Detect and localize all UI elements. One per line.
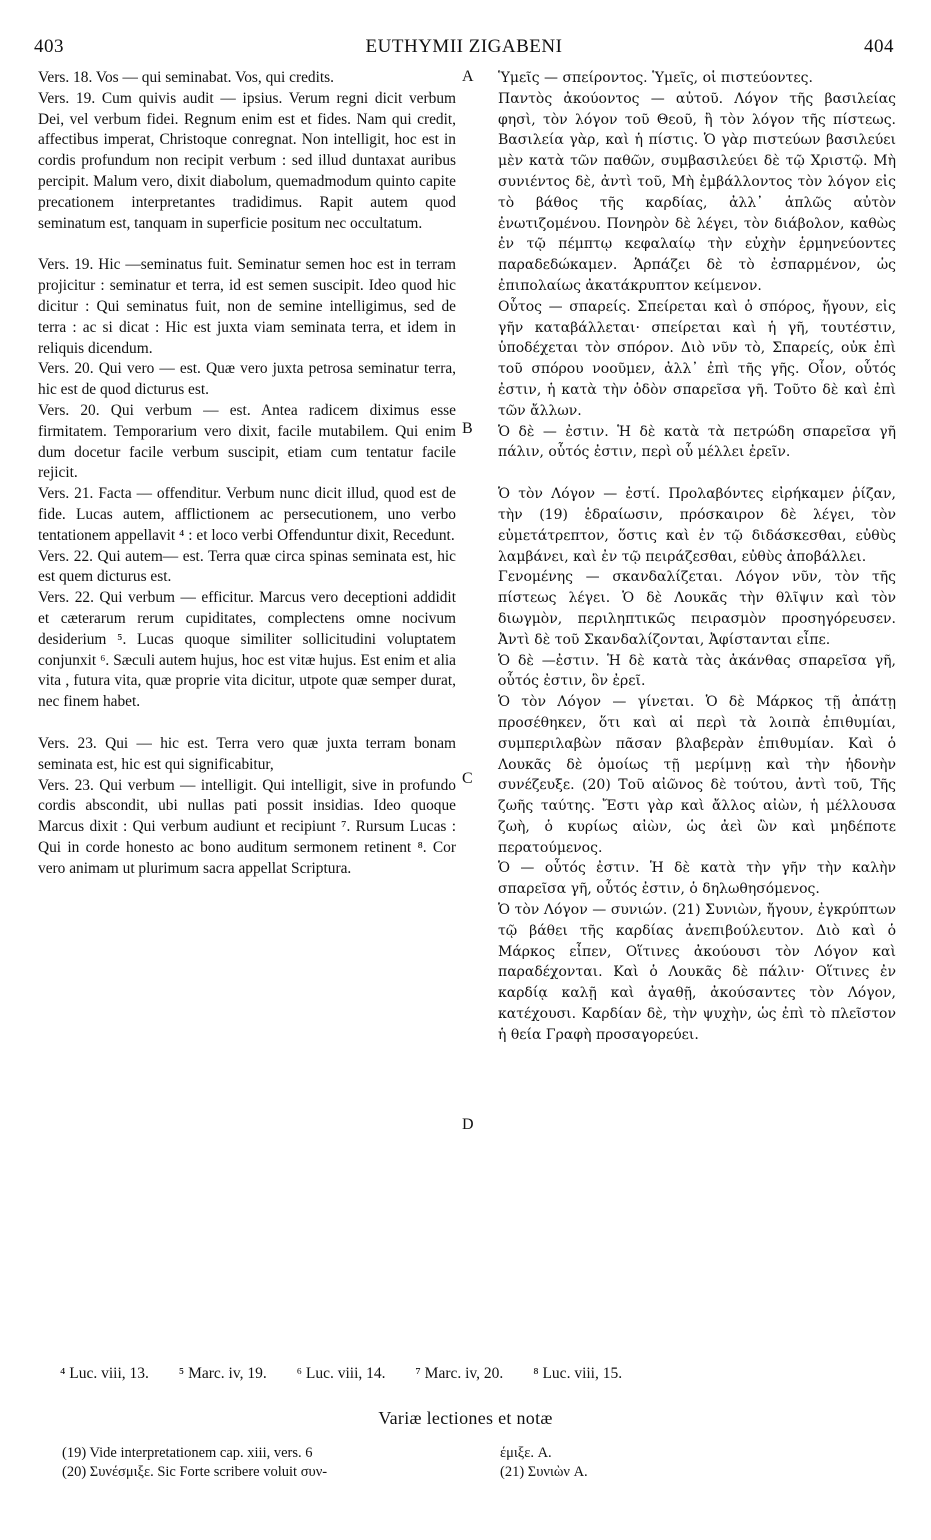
footnote: ⁶ Luc. viii, 14.: [296, 1365, 386, 1382]
greek-column: [498, 68, 896, 1046]
variant-note: (21) Συνιὼν A.: [500, 1464, 588, 1480]
footnote: ⁵ Marc. iv, 19.: [178, 1365, 267, 1382]
greek-paragraph: Ὁ τὸν Λόγον — ἐστί. Προλαβόντες εἰρήκαμεν ῥίζαν, τὴν (19) ἑδραίωσιν, πρόσκαιρον δὲ λέγει, τὸν εὐμετάτρεπτον, ὅστις καὶ ἐν τῷ διδάσκεσθαι, εὐθὺς λαμβάνει, καὶ ἐν τῷ πειράζεσθαι, εὐθὺς ἀποβάλλει.: [498, 486, 896, 565]
footnote: ⁴ Luc. viii, 13.: [60, 1365, 149, 1382]
running-title: EUTHYMII ZIGABENI: [365, 36, 563, 57]
margin-mark-c: C: [462, 770, 473, 787]
margin-mark-a: A: [462, 68, 474, 85]
latin-paragraph: Vers. 18. Vos — qui seminabat. Vos, qui credits.: [38, 69, 334, 86]
greek-paragraph: Ὁ τὸν Λόγον — γίνεται. Ὁ δὲ Μάρκος τῇ ἀπάτῃ προσέθηκεν, ὅτι καὶ αἱ περὶ τὰ λοιπὰ ἐπιθυμίαι, συμπεριλαβὼν πᾶσαν βλαβερὰν ἐπιθυμίαν. Καὶ ὁ Λουκᾶς δὲ ὁμοίως τῇ μερίμνῃ καὶ τὴν ἡδονὴν συνέζευξε. (20) Τοῦ αἰῶνος δὲ τούτου, ἀντὶ τοῦ, Τῆς ζωῆς ταύτης. Ἔστι γὰρ καὶ ἄλλος αἰὼν, ἡ μέλλουσα ζωὴ, ὁ κυρίως αἰὼν, ὡς ἀεὶ ὢν καὶ μηδέποτε περατούμενος.: [498, 694, 896, 856]
footnotes: [60, 1365, 900, 1383]
page-number-left: 403: [34, 36, 64, 57]
greek-paragraph: Ὁ — οὗτός ἐστιν. Ἡ δὲ κατὰ τὴν γῆν τὴν καλὴν σπαρεῖσα γῆ, οὗτός ἐστιν, ὁ δηλωθησόμενος.: [498, 860, 896, 898]
margin-mark-d: D: [462, 1116, 474, 1133]
variant-note: έμιξε. A.: [500, 1445, 552, 1461]
greek-paragraph: Γενομένης — σκανδαλίζεται. Λόγον νῦν, τὸν τῆς πίστεως λέγει. Ὁ δὲ Λουκᾶς τὴν θλῖψιν καὶ τὸν διωγμὸν, περιληπτικῶς πειρασμὸν προσηγόρευσεν. Ἀντὶ δὲ τοῦ Σκανδαλίζονται, Ἀφίστανται εἶπε.: [498, 569, 896, 648]
greek-paragraph: Ὁ δὲ —ἐστιν. Ἡ δὲ κατὰ τὰς ἀκάνθας σπαρεῖσα γῆ, οὗτός ἐστιν, ὃν ἐρεῖ.: [498, 652, 896, 690]
latin-paragraph: Vers. 19. Cum quivis audit — ipsius. Verum regni dicit verbum Dei, vel verbum fidei. Regnum enim est et fides. Nam qui credit, affectibus imperat, Christoque conregnat. Non intelligit, hoc est in cordis profundum non recipit verbum : sed illud duntaxat auribus percipit. Malum vero, dixit diabolum, quemadmodum quinto capite precationem interpretantes tradidimus. Rapit autem quod seminatum est, tanquam in superficie positum nec occultatum.: [38, 89, 456, 232]
page-header: [34, 36, 894, 60]
greek-paragraph: Παντὸς ἀκούοντος — αὐτοῦ. Λόγον τῆς βασιλείας φησὶ, τὸν λόγον τοῦ Θεοῦ, ἢ τὸν λόγον τῆς πίστεως. Βασιλεία γὰρ, καὶ ἡ πίστις. Ὁ γὰρ πιστεύων βασιλεύει μὲν κατὰ τῶν παθῶν, συμβασιλεύει δὲ τῷ Χριστῷ. Μὴ συνιέντος δὲ, ἀντὶ τοῦ, Μὴ ἐμβάλλοντος τὸν λόγον εἰς τὸ βάθος τῆς καρδίας, ἀλλ᾽ ἁπλῶς αὐτὸν ἐνωτιζομένου. Πονηρὸν δὲ λέγει, τὸν διάβολον, καθὼς ἐν τῷ πέμπτῳ κεφαλαίῳ τὴν εὐχὴν ἑρμηνεύοντες παραδεδώκαμεν. Ἁρπάζει δὲ τὸ ἐσπαρμένον, ὡς ἐπιπολαίως ἀκατάκρυπτον κείμενον.: [498, 90, 896, 294]
latin-paragraph: Vers. 21. Facta — offenditur. Verbum nunc dicit illud, quod est de fide. Lucas autem, afflictionem ac persecutionem, uno verbo tentationem appellavit ⁴ : et loco verbi Offenduntur dixit, Recedunt.: [38, 485, 456, 544]
variant-note: (20) Συνέσμιξε. Sic Forte scribere voluit συν-: [62, 1464, 328, 1480]
variant-note: (19) Vide interpretationem cap. xiii, vers. 6: [62, 1445, 313, 1461]
margin-mark-b: B: [462, 420, 473, 437]
latin-paragraph: Vers. 23. Qui verbum — intelligit. Qui intelligit, sive in profundo cordis abscondit, ubi nullas pati possit insidias. Ideo quoque Marcus dixit : Qui verbum audiunt et recipiunt ⁷. Rursum Lucas : Qui in corde honesto ac bono auditum sermonem retinent ⁸. Cor vero animam ut plurimum sacra appellat Scriptura.: [38, 776, 456, 877]
latin-paragraph: Vers. 22. Qui verbum — efficitur. Marcus vero deceptioni addidit et cæterarum rerum cupiditates, complectens omne nocivum desiderium ⁵. Lucas quoque similiter sollicitudini voluptatem conjunxit ⁶. Sæculi autem hujus, hoc est vitæ hujus. Est enim et alia vita , futura vita, quæ proprie vita dicitur, utpote quæ semper durat, nec finem habet.: [38, 589, 456, 711]
latin-paragraph: Vers. 19. Hic —seminatus fuit. Seminatur semen hoc est in terram projicitur : seminatur et terra, id est semen suscipit. Ideo quod hic dicitur : Qui seminatus fuit, non de semine intelligimus, sed de terra : ac si dicat : Hic est juxta viam seminata terra, et idem in reliquis dicendum.: [38, 256, 456, 357]
greek-paragraph: Ὑμεῖς — σπείροντος. Ὑμεῖς, οἱ πιστεύοντες.: [498, 70, 813, 86]
latin-paragraph: Vers. 23. Qui — hic est. Terra vero quæ juxta terram bonam seminata est, hic est qui significabitur,: [38, 734, 456, 773]
footnote: ⁷ Marc. iv, 20.: [415, 1365, 504, 1382]
greek-paragraph: Ὁ τὸν Λόγον — συνιών. (21) Συνιὼν, ἤγουν, ἐγκρύπτων τῷ βάθει τῆς καρδίας ἀνεπιβούλευτον. Διὸ καὶ ὁ Μάρκος εἶπεν, Οἵτινες ἀκούουσι τὸν Λόγον καὶ παραδέχονται. Καὶ ὁ Λουκᾶς δὲ πάλιν· Οἵτινες ἐν καρδίᾳ καλῇ καὶ ἀγαθῇ, ἀκούσαντες τὸν Λόγον, κατέχουσι. Καρδίαν δὲ, τὴν ψυχὴν, ὡς ἐπὶ τὸ πλεῖστον ἡ θεία Γραφὴ προσαγορεύει.: [498, 902, 896, 1043]
greek-paragraph: Οὗτος — σπαρείς. Σπείρεται καὶ ὁ σπόρος, ἤγουν, εἰς γῆν καταβάλλεται· σπείρεται καὶ ἡ γῆ, τουτέστιν, ὑποδέχεται τὸν σπόρον. Διὸ νῦν τὸ, Σπαρείς, οὐκ ἐπὶ τοῦ σπόρου νοοῦμεν, ἀλλ᾽ ἐπὶ τῆς γῆς. Οἷον, οὗτός ἐστιν, ἡ κατὰ τὴν ὁδὸν σπαρεῖσα γῆ. Τοῦτο δὲ καὶ ἐπὶ τῶν ἄλλων.: [498, 298, 896, 419]
greek-paragraph: Ὁ δὲ — ἐστιν. Ἡ δὲ κατὰ τὰ πετρώδη σπαρεῖσα γῆ πάλιν, οὗτός ἐστιν, περὶ οὗ μέλλει ἐρεῖν.: [498, 423, 896, 461]
latin-paragraph: Vers. 22. Qui autem— est. Terra quæ circa spinas seminata est, hic est quem dicturus est.: [38, 547, 456, 586]
latin-paragraph: Vers. 20. Qui vero — est. Quæ vero juxta petrosa seminatur terra, hic est de quod dicturus est.: [38, 360, 456, 399]
notes-heading: Variæ lectiones et notæ: [378, 1408, 553, 1428]
page-number-right: 404: [864, 36, 894, 57]
latin-paragraph: Vers. 20. Qui verbum — est. Antea radicem diximus esse firmitatem. Temporarium vero dixit, facile mutabilem. Qui enim dum docetur facile verbum suscipit, etiam cum tentatur facile rejicit.: [38, 401, 456, 482]
footnote: ⁸ Luc. viii, 15.: [533, 1365, 623, 1382]
latin-column: [38, 68, 456, 879]
